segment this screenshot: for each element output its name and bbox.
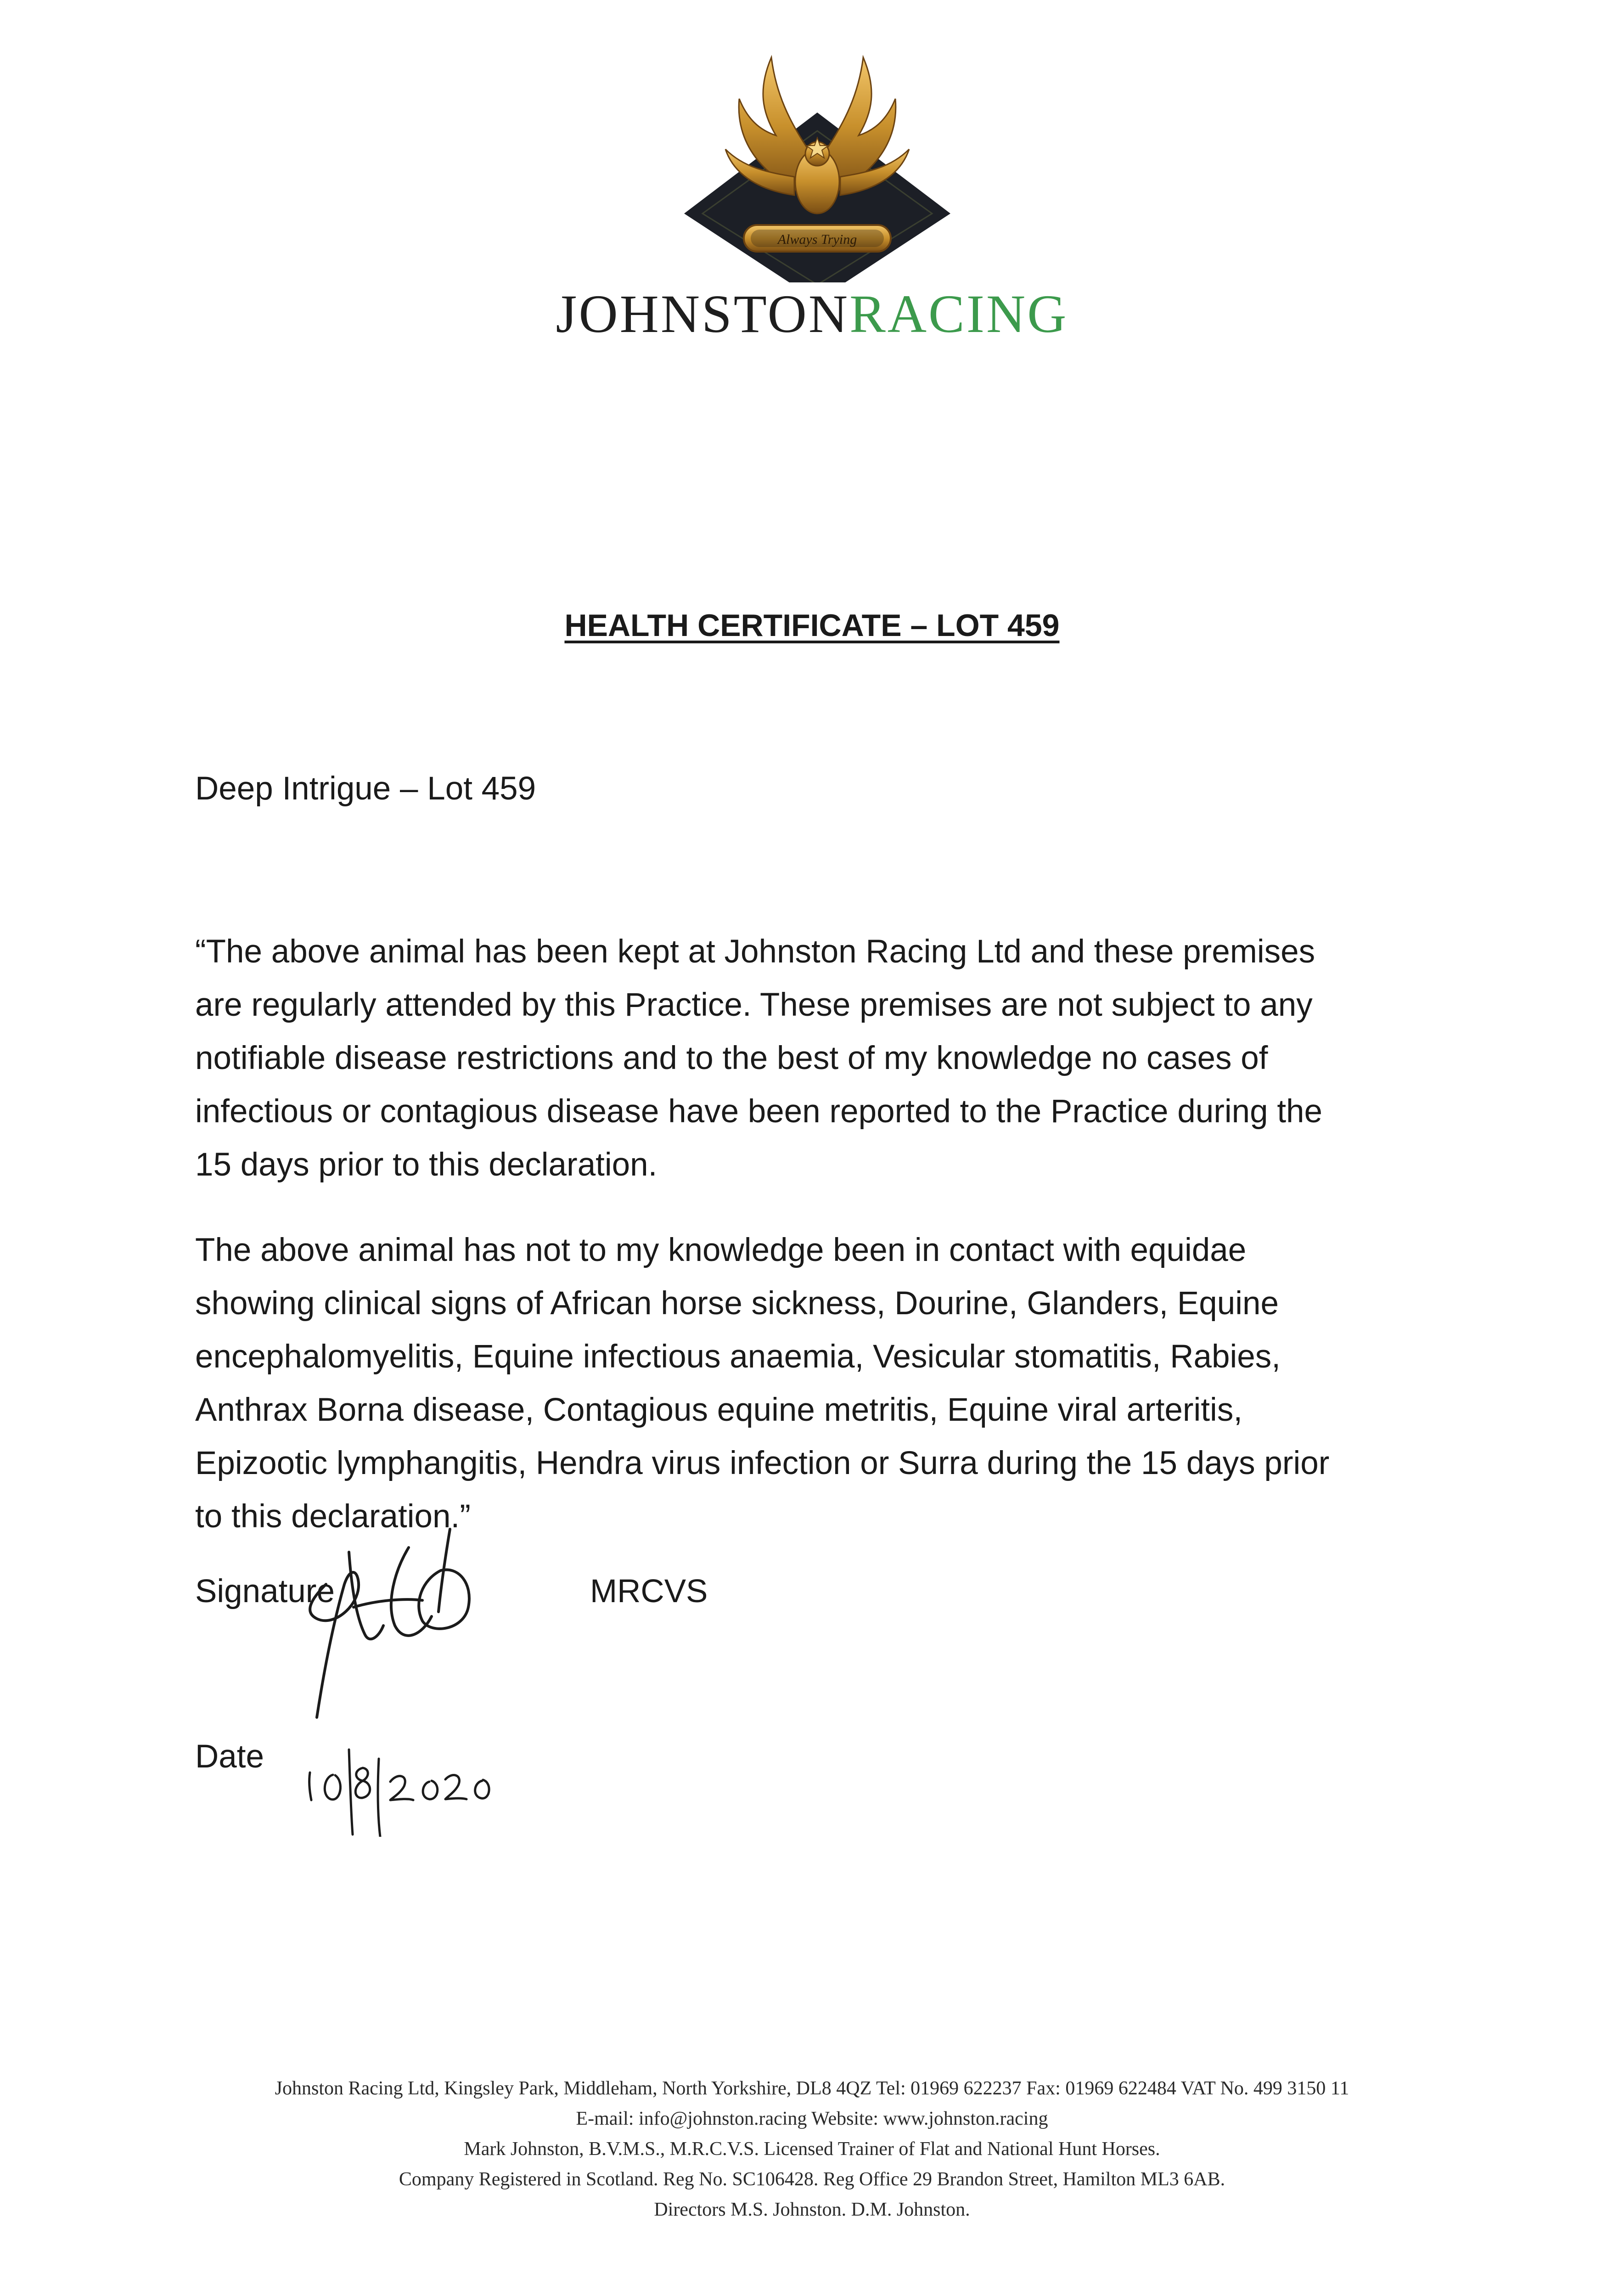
paragraph-line: The above animal has not to my knowledge been in contact with equidae bbox=[195, 1232, 1247, 1268]
declaration-paragraph-2 bbox=[195, 1224, 1472, 1543]
paragraph-line: showing clinical signs of African horse sickness, Dourine, Glanders, Equine bbox=[195, 1285, 1279, 1322]
paragraph-line: infectious or contagious disease have been reported to the Practice during the bbox=[195, 1093, 1323, 1130]
handwritten-signature bbox=[257, 1520, 533, 1759]
paragraph-line: Anthrax Borna disease, Contagious equine metritis, Equine viral arteritis, bbox=[195, 1392, 1243, 1428]
brand-part-racing: RACING bbox=[849, 284, 1068, 344]
paragraph-line: notifiable disease restrictions and to the best of my knowledge no cases of bbox=[195, 1040, 1268, 1076]
footer-registration-line: Company Registered in Scotland. Reg No. SC106428. Reg Office 29 Brandon Street, Hamilton ML3 6AB. bbox=[399, 2169, 1225, 2190]
brand-wordmark bbox=[0, 284, 1624, 344]
paragraph-line: are regularly attended by this Practice. These premises are not subject to any bbox=[195, 987, 1313, 1023]
lot-line: Deep Intrigue – Lot 459 bbox=[195, 771, 536, 807]
paragraph-line: 15 days prior to this declaration. bbox=[195, 1147, 657, 1183]
signature-label: Signature bbox=[195, 1573, 335, 1609]
brand-part-johnston: JOHNSTON bbox=[556, 284, 850, 344]
mrcvs-label: MRCVS bbox=[590, 1573, 708, 1609]
date-label: Date bbox=[195, 1739, 264, 1775]
certificate-title: HEALTH CERTIFICATE – LOT 459 bbox=[564, 608, 1060, 643]
phoenix-wings-emblem-icon bbox=[657, 44, 978, 282]
paragraph-line: to this declaration.” bbox=[195, 1498, 471, 1535]
footer-contact-line: E-mail: info@johnston.racing Website: www.johnston.racing bbox=[576, 2108, 1048, 2129]
paragraph-line: encephalomyelitis, Equine infectious anaemia, Vesicular stomatitis, Rabies, bbox=[195, 1339, 1281, 1375]
handwritten-date bbox=[298, 1731, 491, 1837]
logo-motto: Always Trying bbox=[777, 232, 857, 247]
paragraph-line: “The above animal has been kept at Johnston Racing Ltd and these premises bbox=[195, 934, 1315, 970]
footer-address-line: Johnston Racing Ltd, Kingsley Park, Middleham, North Yorkshire, DL8 4QZ Tel: 01969 622237 Fax: 01969 622484 VAT No. 499 3150 11 bbox=[275, 2078, 1349, 2099]
footer-trainer-line: Mark Johnston, B.V.M.S., M.R.C.V.S. Licensed Trainer of Flat and National Hunt Horses. bbox=[464, 2138, 1160, 2160]
paragraph-line: Epizootic lymphangitis, Hendra virus infection or Surra during the 15 days prior bbox=[195, 1445, 1330, 1481]
company-footer bbox=[0, 2073, 1624, 2225]
declaration-paragraph-1 bbox=[195, 925, 1472, 1192]
footer-directors-line: Directors M.S. Johnston. D.M. Johnston. bbox=[654, 2199, 970, 2220]
